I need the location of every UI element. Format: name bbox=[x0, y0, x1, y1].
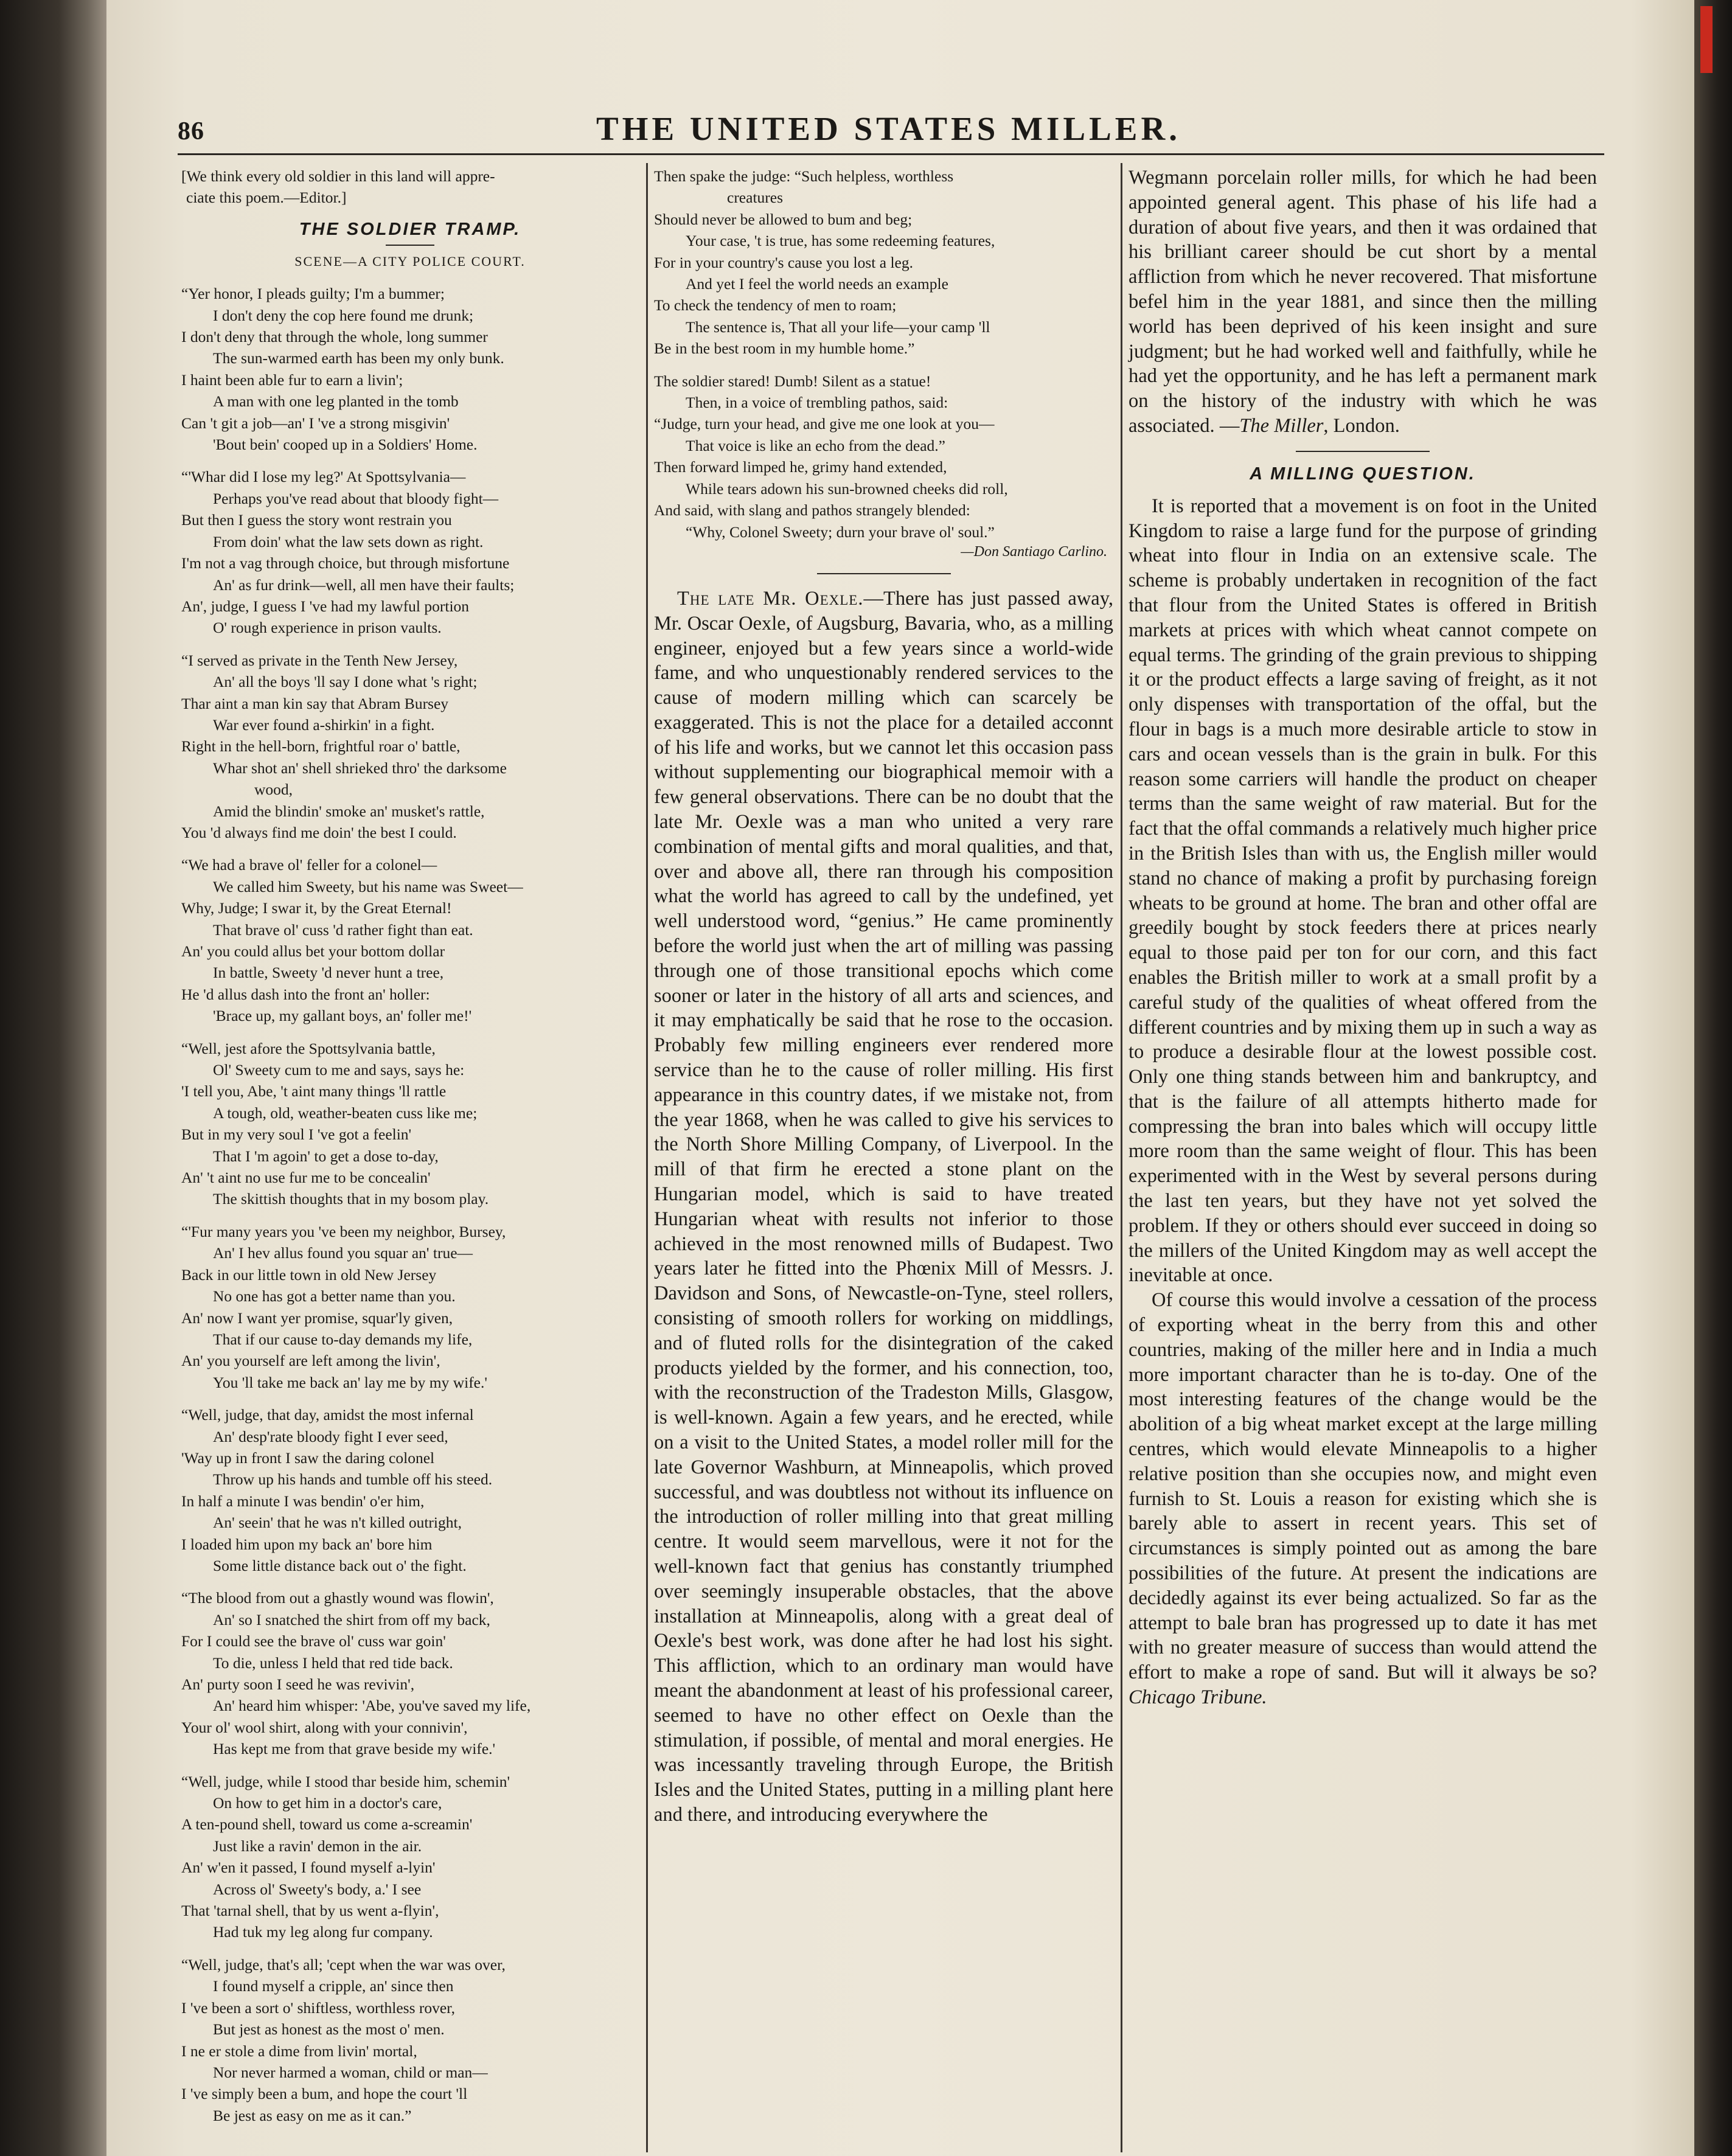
editor-note-line: ciate this poem.—Editor.] bbox=[186, 189, 347, 207]
poem-line: Be jest as easy on me as it can.” bbox=[213, 2106, 412, 2124]
poem-stanza bbox=[181, 1221, 639, 1393]
poem-line: “Yer honor, I pleads guilty; I'm a bummer; bbox=[181, 285, 445, 303]
poem-line: That 'tarnal shell, that by us went a-flyin', bbox=[181, 1902, 439, 1920]
poem-line: He 'd allus dash into the front an' holler: bbox=[181, 985, 430, 1003]
milling-question-title: A MILLING QUESTION. bbox=[1250, 464, 1476, 484]
oexle-source-suffix: , London. bbox=[1323, 414, 1400, 437]
poem-line: Then forward limped he, grimy hand extended, bbox=[654, 458, 947, 476]
poem-line: Throw up his hands and tumble off his steed. bbox=[213, 1470, 493, 1489]
poem-line: The sun-warmed earth has been my only bunk. bbox=[213, 349, 504, 367]
poem-line: In battle, Sweety 'd never hunt a tree, bbox=[213, 964, 444, 982]
poem-line: Ol' Sweety cum to me and says, says he: bbox=[213, 1061, 465, 1079]
poem-line: I don't deny the cop here found me drunk; bbox=[213, 306, 474, 324]
poem-line: An', judge, I guess I 've had my lawful portion bbox=[181, 597, 470, 615]
poem-line: And said, with slang and pathos strangely blended: bbox=[654, 501, 970, 520]
poem-line: An' as fur drink—well, all men have their faults; bbox=[213, 576, 515, 594]
poem-line: An' now I want yer promise, squar'ly given, bbox=[181, 1309, 453, 1327]
poem-line: I haint been able fur to earn a livin'; bbox=[181, 370, 403, 389]
oexle-article-continued bbox=[1129, 165, 1597, 439]
poem-line: From doin' what the law sets down as right. bbox=[213, 532, 484, 551]
poem-line: On how to get him in a doctor's care, bbox=[213, 1794, 442, 1812]
poem-line: I loaded him upon my back an' bore him bbox=[181, 1535, 433, 1553]
milling-question-article bbox=[1129, 494, 1597, 1710]
right-page-edge bbox=[1694, 0, 1732, 2156]
poem-line: I 've been a sort o' shiftless, worthless rover, bbox=[181, 1998, 456, 2017]
poem-line: I found myself a cripple, an' since then bbox=[213, 1977, 454, 1995]
poem-line: 'I tell you, Abe, 't aint many things 'll rattle bbox=[181, 1082, 447, 1101]
poem-line: “'Whar did I lose my leg?' At Spottsylvania— bbox=[181, 468, 466, 486]
poem-line: “Judge, turn your head, and give me one look at you— bbox=[654, 415, 995, 433]
poem-line: Why, Judge; I swar it, by the Great Eternal! bbox=[181, 899, 452, 917]
column-divider-2 bbox=[1121, 163, 1122, 2152]
poem-column-left bbox=[181, 165, 639, 2126]
poem-line: An' purty soon I seed he was revivin', bbox=[181, 1675, 415, 1693]
poem-line: Your case, 't is true, has some redeeming features, bbox=[686, 232, 995, 250]
poem-line: Perhaps you've read about that bloody fight— bbox=[213, 489, 499, 507]
poem-line: Can 't git a job—an' I 've a strong misgivin' bbox=[181, 414, 450, 432]
milling-question-source: Chicago Tribune. bbox=[1129, 1686, 1267, 1709]
poem-signature: —Don Santiago Carlino. bbox=[961, 543, 1107, 560]
oexle-paragraph: —There has just passed away, Mr. Oscar Oexle, of Augsburg, Bavaria, who, as a milling engineer, enjoyed but a few years since a world-wide fame, and who unquestionably rendered services to the cause of modern milling which can scarcely be exaggerated. This is not the place for a detailed acconnt of his life and works, but we cannot let this occasion pass without supplementing our biographical memoir with a few general observations. There can be no doubt that the late Mr. Oexle was a man who united a very rare combination of mental gifts and moral qualities, and that, over and above all, there ran through his composition what the world has agreed to call by the undefined, yet well understood word, “genius.” He came prominently before the world just when the art of milling was passing through one of those transitional epochs which come sooner or later in the history of all arts and sciences, and it may emphatically be said that he rose to the occasion. Probably few milling engineers ever rendered more service than he to the cause of roller milling. His first appearance in this country dates, if we mistake not, from the year 1868, when he was called to give his services to the North Shore Milling Company, of Liverpool. In the mill of that firm he erected a stone plant on the Hungarian model, which is said to have treated Hungarian wheat with results not inferior to those achieved in the most renowned mills of Budapest. Two years later he fitted into the Phœnix Mill of Messrs. J. Davidson and Sons, of Newcastle-on-Tyne, steel rollers, consisting of smooth rollers for working on middlings, and of fluted rolls for the disintegration of the caked products yielded by the former, and his connection, too, with the reconstruction of the Tradeston Mills, Glasgow, is well-known. Again a few years, and he erected, while on a visit to the United States, a model roller mill for the late Governor Washburn, at Minneapolis, which proved successful, and was doubtless not without its influence on the introduction of roller milling into that great milling centre. It would seem marvellous, were it not for the well-known fact that genius has constantly triumphed over seemingly insuperable obstacles, that the above installation at Minneapolis, along with a great deal of Oexle's best work, was done after he had lost his sight. This affliction, which to an ordinary man would have meant the abandonment at least of his professional career, seemed to have no other effect on Oexle than the stimulation, if possible, of mental and moral energies. He was incessantly traveling through Europe, the British Isles and the United States, putting in a milling plant here and there, and introducing everywhere the bbox=[654, 587, 1113, 1826]
article-separator-rule bbox=[1296, 451, 1430, 452]
poem-line: creatures bbox=[727, 189, 784, 207]
poem-line: wood, bbox=[254, 781, 293, 799]
article-separator-rule bbox=[817, 573, 951, 574]
poem-stanza bbox=[181, 650, 639, 844]
poem-line: Has kept me from that grave beside my wife.' bbox=[213, 1740, 496, 1758]
poem-line: An' w'en it passed, I found myself a-lyin' bbox=[181, 1859, 436, 1877]
poem-line: The soldier stared! Dumb! Silent as a statue! bbox=[654, 372, 931, 390]
poem-line: And yet I feel the world needs an example bbox=[686, 275, 948, 293]
poem-stanza bbox=[654, 165, 1113, 360]
poem-line: An' heard him whisper: 'Abe, you've saved my life, bbox=[213, 1697, 531, 1715]
poem-line: “Well, judge, while I stood thar beside him, schemin' bbox=[181, 1772, 510, 1790]
poem-stanza bbox=[181, 1954, 639, 2126]
poem-line: Across ol' Sweety's body, a.' I see bbox=[213, 1880, 422, 1898]
poem-stanzas-continued bbox=[654, 165, 1113, 543]
poem-line: Right in the hell-born, frightful roar o' battle, bbox=[181, 737, 461, 756]
poem-line: “'Fur many years you 've been my neighbor, Bursey, bbox=[181, 1222, 506, 1240]
poem-line: An' all the boys 'll say I done what 's right; bbox=[213, 673, 478, 691]
poem-line: That brave ol' cuss 'd rather fight than eat. bbox=[213, 920, 473, 939]
poem-line: To check the tendency of men to roam; bbox=[654, 296, 897, 315]
poem-line: For in your country's cause you lost a leg. bbox=[654, 253, 913, 271]
poem-line: An' I hev allus found you squar an' true— bbox=[213, 1244, 473, 1262]
poem-line: We called him Sweety, but his name was Sweet— bbox=[213, 877, 523, 895]
poem-line: To die, unless I held that red tide back. bbox=[213, 1654, 453, 1672]
poem-line: An' you could allus bet your bottom dollar bbox=[181, 942, 445, 960]
middle-column bbox=[654, 165, 1113, 1827]
right-column bbox=[1129, 165, 1597, 1710]
poem-line: No one has got a better name than you. bbox=[213, 1287, 456, 1306]
poem-line: Then, in a voice of trembling pathos, said: bbox=[686, 394, 948, 412]
poem-title: THE SOLDIER TRAMP. bbox=[299, 219, 521, 239]
poem-line: Should never be allowed to bum and beg; bbox=[654, 210, 913, 228]
oexle-continuation: Wegmann porcelain roller mills, for which he had been appointed general agent. This phase of his life had a duration of about five years, and then it was ordained that his brilliant career should be cut short by a mental affliction from which he never recovered. That misfortune befel him in the year 1881, and since then the milling world has been deprived of his keen insight and sure judgment; but he had worked well and faithfully, while he had yet the opportunity, and he has left a permanent mark on the history of the industry with which he was associated. bbox=[1129, 167, 1597, 437]
book-spine-shadow bbox=[0, 0, 106, 2156]
poem-stanza bbox=[654, 370, 1113, 543]
poem-line: But in my very soul I 've got a feelin' bbox=[181, 1125, 412, 1144]
poem-line: Whar shot an' shell shrieked thro' the darksome bbox=[213, 759, 507, 777]
poem-line: An' seein' that he was n't killed outright, bbox=[213, 1514, 462, 1532]
poem-line: 'Bout bein' cooped up in a Soldiers' Home. bbox=[213, 436, 478, 454]
page-number: 86 bbox=[178, 117, 204, 145]
poem-line: The sentence is, That all your life—your camp 'll bbox=[686, 318, 990, 336]
poem-line: A man with one leg planted in the tomb bbox=[213, 392, 459, 411]
poem-line: An' so I snatched the shirt from off my back, bbox=[213, 1610, 490, 1629]
milling-question-paragraph: It is reported that a movement is on foot in the United Kingdom to raise a large fund for the purpose of grinding wheat into flour in India on an extensive scale. The scheme is probably undertaken in recognition of the fact that flour from the United States is offered in British markets at prices with which wheat cannot compete on equal terms. The grinding of the grain previous to shipping it or the product effects a large saving of freight, as it not only dispenses with transportation of the offal, but the flour in bags is a much more desirable article to stow in cars and ocean vessels than is the grain in bulk. For this reason some carriers will handle the product on cheaper terms than the same weight of raw material. But for the fact that the offal commands a relatively much higher price in the British Isles than with us, the English miller would stand no chance of making a profit by purchasing foreign wheats to be ground at home. The bran and other offal are greedily bought by stock feeders there at prices nearly equal to those paid per ton for our corn, and this fact enables the British miller to work at a small profit by a careful study of the qualities of wheat offered from the different countries and by mixing them up in such a way as to produce a desirable flour at the lowest possible cost. Only one thing stands between him and bankruptcy, and that is the failure of all attempts hitherto made for compressing the bran into bales which will occupy little more room than the same weight of flour. This has been experimented with in the West by several persons during the last ten years, but they have not yet solved the problem. If they or others should ever succeed in doing so the millers of the United Kingdom may as well accept the inevitable at once. bbox=[1129, 495, 1597, 1287]
poem-line: Had tuk my leg along fur company. bbox=[213, 1923, 433, 1941]
poem-line: An' 't aint no use fur me to be concealin' bbox=[181, 1169, 431, 1187]
poem-line: An' you yourself are left among the livin', bbox=[181, 1352, 440, 1370]
poem-stanza bbox=[181, 1587, 639, 1759]
poem-line: A tough, old, weather-beaten cuss like me; bbox=[213, 1104, 478, 1122]
poem-line: That voice is like an echo from the dead.” bbox=[686, 436, 945, 454]
poem-line: “I served as private in the Tenth New Jersey, bbox=[181, 651, 458, 669]
poem-line: 'Brace up, my gallant boys, an' foller me!' bbox=[213, 1007, 472, 1025]
poem-line: “Why, Colonel Sweety; durn your brave ol' soul.” bbox=[686, 523, 995, 541]
title-rule bbox=[386, 245, 434, 246]
poem-line: I don't deny that through the whole, long summer bbox=[181, 328, 488, 346]
poem-line: You 'll take me back an' lay me by my wife.' bbox=[213, 1373, 487, 1391]
poem-line: Nor never harmed a woman, child or man— bbox=[213, 2063, 488, 2081]
poem-line: An' desp'rate bloody fight I ever seed, bbox=[213, 1427, 448, 1445]
poem-line: “Well, judge, that day, amidst the most infernal bbox=[181, 1406, 474, 1424]
poem-stanza bbox=[181, 854, 639, 1026]
oexle-source-prefix: — bbox=[1219, 414, 1240, 437]
poem-line: That I 'm agoin' to get a dose to-day, bbox=[213, 1147, 439, 1165]
masthead-title: THE UNITED STATES MILLER. bbox=[596, 110, 1181, 147]
oexle-source: The Miller bbox=[1239, 414, 1324, 437]
poem-line: I'm not a vag through choice, but through misfortune bbox=[181, 554, 510, 572]
poem-line: A ten-pound shell, toward us come a-screamin' bbox=[181, 1815, 473, 1834]
editor-note-line: [We think every old soldier in this land will appre- bbox=[181, 167, 495, 185]
poem-line: Your ol' wool shirt, along with your connivin', bbox=[181, 1718, 468, 1736]
poem-scene: SCENE—A CITY POLICE COURT. bbox=[294, 253, 526, 269]
poem-stanzas-left bbox=[181, 283, 639, 2126]
header-rule bbox=[178, 153, 1604, 155]
poem-stanza bbox=[181, 1771, 639, 1943]
column-divider-1 bbox=[646, 163, 648, 2152]
poem-line: Then spake the judge: “Such helpless, worthless bbox=[654, 167, 954, 185]
poem-stanza bbox=[181, 1404, 639, 1576]
poem-line: In half a minute I was bendin' o'er him, bbox=[181, 1492, 425, 1510]
poem-line: While tears adown his sun-browned cheeks did roll, bbox=[686, 479, 1008, 498]
poem-line: O' rough experience in prison vaults. bbox=[213, 619, 442, 637]
poem-line: The skittish thoughts that in my bosom play. bbox=[213, 1190, 489, 1208]
poem-line: 'Way up in front I saw the daring colonel bbox=[181, 1448, 435, 1467]
poem-line: You 'd always find me doin' the best I could. bbox=[181, 823, 457, 841]
oexle-article bbox=[654, 586, 1113, 1827]
poem-line: War ever found a-shirkin' in a fight. bbox=[213, 715, 435, 734]
poem-line: I 've simply been a bum, and hope the court 'll bbox=[181, 2085, 468, 2103]
poem-line: But then I guess the story wont restrain you bbox=[181, 511, 452, 529]
poem-stanza bbox=[181, 283, 639, 455]
poem-line: “The blood from out a ghastly wound was flowin', bbox=[181, 1589, 494, 1607]
poem-line: Just like a ravin' demon in the air. bbox=[213, 1837, 422, 1855]
poem-line: “We had a brave ol' feller for a colonel— bbox=[181, 856, 437, 874]
milling-question-paragraph: Of course this would involve a cessation of the process of exporting wheat in the berry from this and other countries, making of the miller here and in India a much more important character than he is to-day. One of the most interesting features of the change would be the abolition of a big wheat market except at the large milling centres, which would elevate Minneapolis to a higher relative position than she occupies now, and might even furnish to St. Louis a reason for existing which she is barely able to assert in recent years. This set of circumstances is simply pointed out as among the bare possibilities of the future. At present the indications are decidedly against its ever being actualized. So far as the attempt to bale bran has progressed up to date it has met with no greater measure of success than would attend the effort to make a rope of sand. But will it always be so? bbox=[1129, 1289, 1597, 1684]
poem-line: “Well, jest afore the Spottsylvania battle, bbox=[181, 1039, 436, 1057]
poem-stanza bbox=[181, 1038, 639, 1210]
oexle-article-heading: The late Mr. Oexle. bbox=[677, 587, 864, 610]
poem-line: Be in the best room in my humble home.” bbox=[654, 339, 915, 358]
poem-stanza bbox=[181, 466, 639, 638]
poem-line: Back in our little town in old New Jersey bbox=[181, 1265, 437, 1284]
poem-line: Amid the blindin' smoke an' musket's rattle, bbox=[213, 802, 485, 820]
poem-line: I ne er stole a dime from livin' mortal, bbox=[181, 2042, 417, 2060]
poem-line: “Well, judge, that's all; 'cept when the war was over, bbox=[181, 1955, 506, 1973]
poem-line: That if our cause to-day demands my life, bbox=[213, 1330, 473, 1348]
poem-line: For I could see the brave ol' cuss war goin' bbox=[181, 1632, 446, 1650]
poem-line: Some little distance back out o' the fight. bbox=[213, 1556, 467, 1574]
poem-line: Thar aint a man kin say that Abram Bursey bbox=[181, 694, 449, 712]
poem-line: But jest as honest as the most o' men. bbox=[213, 2020, 445, 2039]
